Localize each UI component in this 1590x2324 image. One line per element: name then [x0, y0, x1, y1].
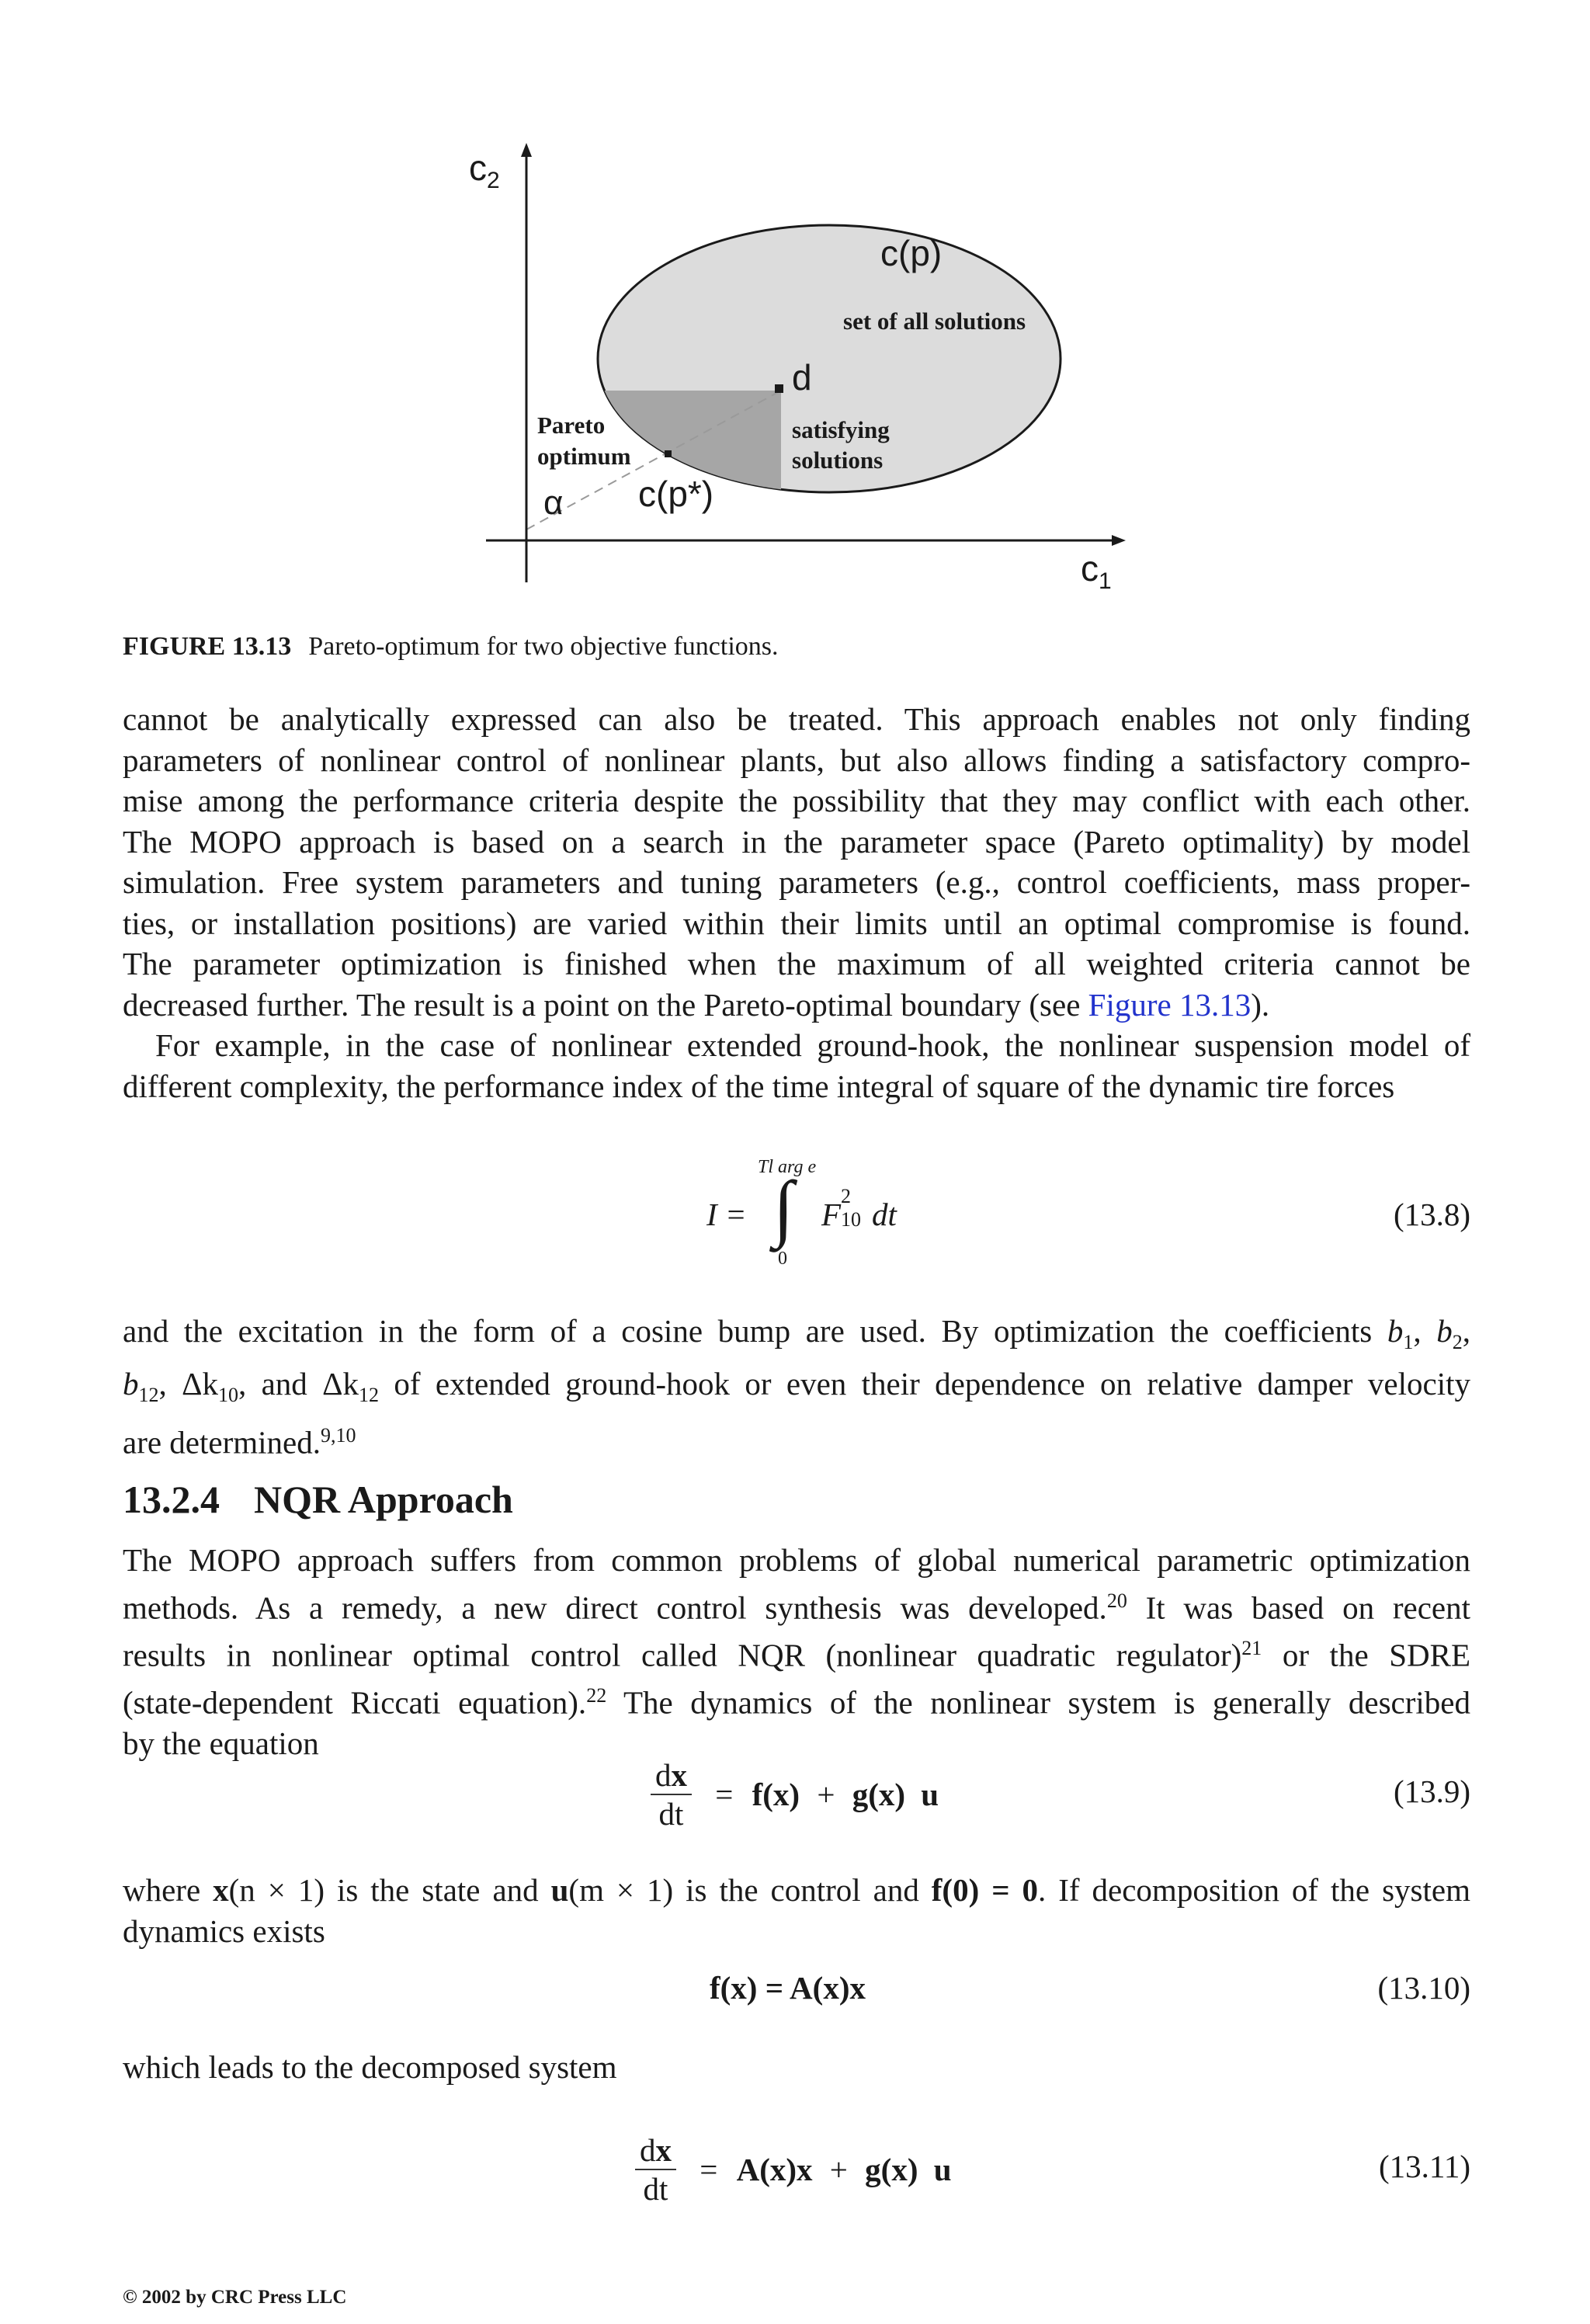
text-line: cannot be analytically expressed can also be treated. This approach enables not only finding	[123, 701, 1470, 737]
var-u: u	[550, 1872, 569, 1908]
text-line: The MOPO approach suffers from common problems of global numerical parametric optimization	[123, 1542, 1470, 1578]
text-line: by the equation	[123, 1725, 319, 1761]
text-fragment: , Δk	[158, 1365, 218, 1402]
figure-caption-label: FIGURE 13.13	[123, 632, 292, 661]
text-line: simulation. Free system parameters and tuning parameters (e.g., control coefficients, mass proper-	[123, 864, 1470, 900]
integral-sign: ∫	[773, 1165, 794, 1249]
text-line: The MOPO approach is based on a search in the parameter space (Pareto optimality) by model	[123, 823, 1470, 860]
eq-numerator	[635, 2131, 676, 2170]
satisfying-label-line2: solutions	[792, 446, 884, 474]
figure-caption-text: Pareto-optimum for two objective functions.	[308, 632, 779, 661]
text-line	[123, 1581, 1470, 1628]
text-line: parameters of nonlinear control of nonlinear plants, but also allows finding a satisfactory compro-	[123, 742, 1470, 778]
eq-upper-limit: Tl arg e	[758, 1157, 817, 1177]
text-line: which leads to the decomposed system	[123, 2049, 617, 2085]
cpstar-label: c(p*)	[638, 474, 714, 514]
text-line	[123, 985, 1470, 1026]
pareto-label-line1: Pareto	[537, 412, 606, 439]
cp-label: c(p)	[880, 233, 943, 273]
eq-denominator: dt	[643, 2171, 668, 2207]
eq-symbol: x	[671, 1757, 687, 1793]
text-line	[123, 1870, 1470, 1911]
d-label: d	[792, 357, 812, 398]
text-fragment: of extended ground-hook or even their dependence on relative damper velocity	[379, 1365, 1470, 1402]
set-label: set of all solutions	[843, 307, 1026, 335]
text-line: mise among the performance criteria despite the possibility that they may conflict with each other.	[123, 783, 1470, 818]
citation-superscript: 21	[1241, 1636, 1262, 1659]
eq-symbol: d	[655, 1757, 672, 1793]
text-line	[123, 1676, 1470, 1723]
figure-reference-link[interactable]: Figure 13.13	[1088, 986, 1252, 1023]
paragraph-decomposed	[123, 2047, 1470, 2088]
text-line: The parameter optimization is finished when the maximum of all weighted criteria cannot be	[123, 946, 1470, 981]
text-line: different complexity, the performance index of the time integral of square of the dynamic tire forces	[123, 1068, 1395, 1104]
eq-operator: =	[700, 2152, 718, 2187]
text-fragment: ,	[1462, 1313, 1470, 1349]
section-number: 13.2.4	[123, 1478, 220, 1521]
eq-symbol: dt	[872, 1197, 897, 1232]
eq-subscript: 10	[841, 1208, 862, 1231]
text-fragment: and the excitation in the form of a cosine bump are used. By optimization the coefficients	[123, 1313, 1387, 1349]
paragraph-nqr-intro	[123, 1540, 1470, 1763]
text-line: dynamics exists	[123, 1912, 325, 1949]
text-fragment: (n × 1) is the state and	[228, 1872, 551, 1908]
eq-numerator	[651, 1756, 692, 1795]
text-fragment: ).	[1251, 986, 1270, 1023]
eq-term: u	[933, 2152, 952, 2187]
citation-superscript: 9,10	[320, 1424, 356, 1447]
eq-fraction	[651, 1756, 692, 1832]
subscript: 12	[359, 1383, 380, 1406]
eq-operator: =	[715, 1777, 734, 1812]
pareto-label-line2: optimum	[537, 443, 631, 470]
equation-13-10: f(x) = A(x)x	[710, 1970, 866, 2006]
eq-term: g(x)	[852, 1777, 906, 1812]
equation-13-11	[635, 2131, 952, 2208]
equation-13-9	[651, 1756, 939, 1832]
equation-number: (13.11)	[1378, 2149, 1470, 2184]
var-x: x	[213, 1872, 229, 1908]
c2-axis-label: $c_2$	[469, 148, 500, 193]
text-line: For example, in the case of nonlinear extended ground-hook, the nonlinear suspension model of	[155, 1027, 1470, 1063]
citation-superscript: 22	[586, 1683, 607, 1707]
text-fragment: It was based on recent	[1127, 1589, 1470, 1626]
section-heading	[123, 1477, 513, 1522]
text-fragment: decreased further. The result is a point on the Pareto-optimal boundary (see	[123, 986, 1088, 1023]
figure-caption	[123, 632, 779, 662]
equation-number: (13.9)	[1393, 1773, 1470, 1809]
var-b: b	[123, 1365, 139, 1402]
text-fragment: are determined.	[123, 1425, 321, 1461]
eq-symbol: d	[640, 2132, 656, 2168]
alpha-label: α	[543, 484, 564, 522]
var-b: b	[1436, 1313, 1453, 1349]
text-fragment: ,	[1413, 1313, 1437, 1349]
text-line	[123, 1311, 1470, 1363]
equation-number: (13.10)	[1377, 1970, 1470, 2006]
text-line	[123, 1363, 1470, 1416]
eq-superscript: 2	[841, 1185, 852, 1207]
pareto-point	[665, 450, 672, 457]
pareto-figure	[0, 0, 1590, 606]
text-fragment: or the SDRE	[1262, 1637, 1470, 1673]
eq-symbol: F	[821, 1197, 842, 1232]
text-fragment: , and Δk	[238, 1365, 359, 1402]
text-line: ties, or installation positions) are varied within their limits until an optimal compromise is found.	[123, 905, 1470, 941]
subscript: 2	[1452, 1331, 1463, 1354]
subscript: 10	[217, 1383, 238, 1406]
eq-operator: +	[829, 2152, 848, 2187]
subscript: 1	[1403, 1331, 1414, 1354]
eq-fraction	[635, 2131, 676, 2208]
eq-lhs: I =	[706, 1197, 747, 1232]
citation-superscript: 20	[1106, 1589, 1127, 1612]
c1-axis-label: $c_1$	[1081, 548, 1112, 594]
text-line	[123, 1416, 1470, 1463]
eq-term: A(x)x	[736, 2152, 813, 2187]
c2-axis-arrow	[521, 143, 532, 157]
eq-integrand	[821, 1185, 897, 1233]
paragraph-mopo-description	[123, 699, 1470, 1025]
eq-term: f(x)	[752, 1777, 800, 1812]
text-fragment: where	[123, 1872, 214, 1908]
paragraph-state-definition	[123, 1870, 1470, 1951]
section-title: NQR Approach	[254, 1478, 513, 1521]
satisfying-label-line1: satisfying	[792, 416, 890, 443]
eq-term: g(x)	[865, 2152, 918, 2187]
subscript: 12	[138, 1383, 159, 1406]
paragraph-example	[123, 1025, 1470, 1106]
copyright-footer: © 2002 by CRC Press LLC	[123, 2287, 347, 2308]
text-fragment: (m × 1) is the control and	[568, 1872, 932, 1908]
text-fragment: methods. As a remedy, a new direct control synthesis was developed.	[123, 1589, 1107, 1626]
c1-axis-arrow	[1112, 535, 1126, 546]
eq-operator: +	[817, 1777, 835, 1812]
equation-number: (13.8)	[1393, 1197, 1470, 1232]
equation-13-8	[706, 1157, 908, 1281]
d-point	[775, 384, 783, 393]
eq-denominator: dt	[658, 1796, 684, 1832]
text-fragment: (state-dependent Riccati equation).	[123, 1684, 587, 1721]
eq-symbol: x	[655, 2132, 672, 2168]
paragraph-optimization-result	[123, 1311, 1470, 1464]
eq-term: u	[921, 1777, 939, 1812]
var-f0: f(0) = 0	[931, 1872, 1039, 1908]
text-line	[123, 1628, 1470, 1676]
var-b: b	[1387, 1313, 1404, 1349]
eq-lower-limit: 0	[778, 1249, 787, 1269]
text-fragment: The dynamics of the nonlinear system is generally described	[606, 1684, 1470, 1721]
text-fragment: . If decomposition of the system	[1038, 1872, 1470, 1908]
text-fragment: results in nonlinear optimal control called NQR (nonlinear quadratic regulator)	[123, 1637, 1242, 1673]
